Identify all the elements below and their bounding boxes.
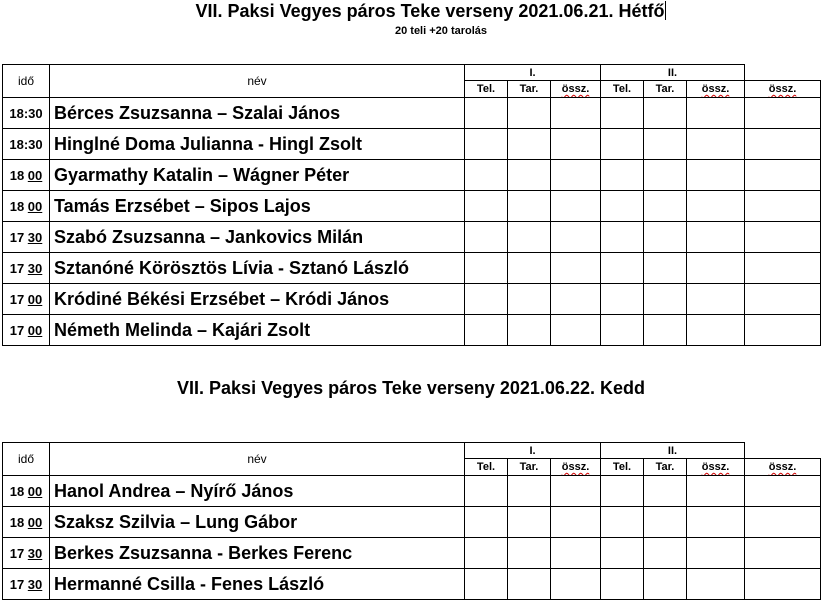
- score-ossz-2[interactable]: [687, 315, 745, 346]
- score-tar-1[interactable]: [508, 284, 551, 315]
- table-row: [3, 253, 821, 284]
- score-tar-1[interactable]: [508, 253, 551, 284]
- score-tel-2[interactable]: [601, 129, 644, 160]
- header-tar-2: Tar.: [644, 81, 687, 98]
- score-total[interactable]: [745, 538, 821, 569]
- score-total[interactable]: [745, 315, 821, 346]
- table-row: [3, 129, 821, 160]
- score-tar-1[interactable]: [508, 160, 551, 191]
- score-tel-1[interactable]: [465, 253, 508, 284]
- score-tel-1[interactable]: [465, 191, 508, 222]
- score-ossz-2[interactable]: [687, 129, 745, 160]
- time-hour: 18:30: [9, 136, 43, 152]
- time-cell: [3, 538, 50, 569]
- score-ossz-2[interactable]: [687, 538, 745, 569]
- day2-table: [2, 442, 821, 600]
- time-minute: 00: [27, 322, 43, 338]
- time-cell: [3, 569, 50, 600]
- score-total[interactable]: [745, 160, 821, 191]
- score-tar-2[interactable]: [644, 507, 687, 538]
- score-total[interactable]: [745, 129, 821, 160]
- table-row: [3, 569, 821, 600]
- table-row: [3, 315, 821, 346]
- header-round-1: I.: [465, 443, 601, 459]
- pair-name: Szaksz Szilvia – Lung Gábor: [50, 507, 465, 538]
- score-tar-1[interactable]: [508, 569, 551, 600]
- score-ossz-1[interactable]: [551, 315, 601, 346]
- day1-title: VII. Paksi Vegyes páros Teke verseny 2021.06.21. Hétfő: [195, 1, 665, 21]
- time-hour: 18: [9, 167, 28, 183]
- score-tel-2[interactable]: [601, 538, 644, 569]
- time-minute: 30: [27, 545, 43, 561]
- score-tar-2[interactable]: [644, 315, 687, 346]
- score-total[interactable]: [745, 222, 821, 253]
- score-tar-1[interactable]: [508, 476, 551, 507]
- header-tel-2: Tel.: [601, 81, 644, 98]
- header-time: idő: [3, 443, 50, 476]
- score-total[interactable]: [745, 191, 821, 222]
- time-hour: 17: [9, 229, 28, 245]
- time-cell: [3, 253, 50, 284]
- time-cell: [3, 315, 50, 346]
- header-tar-1: Tar.: [508, 459, 551, 476]
- time-hour: 18: [9, 483, 28, 499]
- header-ossz-1: össz.: [551, 459, 601, 476]
- score-tar-1[interactable]: [508, 222, 551, 253]
- score-ossz-1[interactable]: [551, 284, 601, 315]
- time-minute: 00: [27, 514, 43, 530]
- table-row: [3, 476, 821, 507]
- score-tar-2[interactable]: [644, 253, 687, 284]
- score-tel-2[interactable]: [601, 253, 644, 284]
- pair-name: Sztanóné Körösztös Lívia - Sztanó László: [50, 253, 465, 284]
- score-tar-1[interactable]: [508, 507, 551, 538]
- score-ossz-1[interactable]: [551, 98, 601, 129]
- text-cursor: [665, 1, 666, 20]
- score-total[interactable]: [745, 569, 821, 600]
- score-tel-1[interactable]: [465, 538, 508, 569]
- pair-name: Hinglné Doma Julianna - Hingl Zsolt: [50, 129, 465, 160]
- time-minute: 00: [27, 291, 43, 307]
- score-tar-2[interactable]: [644, 222, 687, 253]
- score-ossz-2[interactable]: [687, 160, 745, 191]
- score-tar-2[interactable]: [644, 569, 687, 600]
- header-total: össz.: [745, 81, 821, 98]
- pair-name: Németh Melinda – Kajári Zsolt: [50, 315, 465, 346]
- time-hour: 17: [9, 322, 28, 338]
- table-row: [3, 507, 821, 538]
- score-ossz-1[interactable]: [551, 538, 601, 569]
- day1-table: [2, 64, 821, 346]
- score-total[interactable]: [745, 253, 821, 284]
- score-ossz-2[interactable]: [687, 222, 745, 253]
- table-row: [3, 191, 821, 222]
- day2-title: VII. Paksi Vegyes páros Teke verseny 2021.06.22. Kedd: [177, 378, 645, 398]
- score-ossz-1[interactable]: [551, 222, 601, 253]
- header-name: név: [50, 65, 465, 98]
- pair-name: Tamás Erzsébet – Sipos Lajos: [50, 191, 465, 222]
- score-tel-1[interactable]: [465, 98, 508, 129]
- score-tel-1[interactable]: [465, 284, 508, 315]
- header-ossz-1: össz.: [551, 81, 601, 98]
- header-round-1: I.: [465, 65, 601, 81]
- day1-subtitle: 20 teli +20 tarolás: [394, 25, 488, 37]
- pair-name: Hanol Andrea – Nyírő János: [50, 476, 465, 507]
- header-time: idő: [3, 65, 50, 98]
- score-tel-2[interactable]: [601, 191, 644, 222]
- score-total[interactable]: [745, 476, 821, 507]
- header-total: össz.: [745, 459, 821, 476]
- time-hour: 18: [9, 198, 28, 214]
- time-hour: 17: [9, 260, 28, 276]
- time-minute: 30: [27, 229, 43, 245]
- header-ossz-2: össz.: [687, 81, 745, 98]
- table-row: [3, 538, 821, 569]
- score-ossz-1[interactable]: [551, 507, 601, 538]
- header-tar-2: Tar.: [644, 459, 687, 476]
- pair-name: Gyarmathy Katalin – Wágner Péter: [50, 160, 465, 191]
- score-ossz-2[interactable]: [687, 98, 745, 129]
- time-cell: [3, 191, 50, 222]
- score-tar-2[interactable]: [644, 129, 687, 160]
- table-row: [3, 98, 821, 129]
- header-name: név: [50, 443, 465, 476]
- pair-name: Kródiné Békési Erzsébet – Kródi János: [50, 284, 465, 315]
- score-tel-2[interactable]: [601, 222, 644, 253]
- score-ossz-1[interactable]: [551, 476, 601, 507]
- pair-name: Hermanné Csilla - Fenes László: [50, 569, 465, 600]
- header-tel-2: Tel.: [601, 459, 644, 476]
- time-hour: 17: [9, 291, 28, 307]
- header-blank: [745, 443, 821, 459]
- header-tel-1: Tel.: [465, 459, 508, 476]
- time-minute: 30: [27, 576, 43, 592]
- score-tar-2[interactable]: [644, 284, 687, 315]
- time-hour: 18:30: [9, 105, 43, 121]
- score-total[interactable]: [745, 98, 821, 129]
- score-ossz-2[interactable]: [687, 191, 745, 222]
- score-tel-2[interactable]: [601, 569, 644, 600]
- score-tar-2[interactable]: [644, 98, 687, 129]
- time-minute: 00: [27, 167, 43, 183]
- score-tel-2[interactable]: [601, 507, 644, 538]
- score-tar-1[interactable]: [508, 538, 551, 569]
- score-tar-1[interactable]: [508, 98, 551, 129]
- score-ossz-2[interactable]: [687, 476, 745, 507]
- score-ossz-2[interactable]: [687, 284, 745, 315]
- score-tel-1[interactable]: [465, 507, 508, 538]
- score-ossz-1[interactable]: [551, 191, 601, 222]
- time-hour: 17: [9, 545, 28, 561]
- score-tel-2[interactable]: [601, 284, 644, 315]
- time-cell: [3, 476, 50, 507]
- score-tar-2[interactable]: [644, 191, 687, 222]
- time-cell: [3, 507, 50, 538]
- score-ossz-1[interactable]: [551, 129, 601, 160]
- time-cell: [3, 284, 50, 315]
- score-tar-2[interactable]: [644, 160, 687, 191]
- pair-name: Berkes Zsuzsanna - Berkes Ferenc: [50, 538, 465, 569]
- header-blank: [745, 65, 821, 81]
- score-tar-1[interactable]: [508, 191, 551, 222]
- score-tar-2[interactable]: [644, 538, 687, 569]
- score-ossz-1[interactable]: [551, 160, 601, 191]
- score-tel-2[interactable]: [601, 160, 644, 191]
- score-tel-2[interactable]: [601, 98, 644, 129]
- time-minute: 00: [27, 483, 43, 499]
- score-total[interactable]: [745, 507, 821, 538]
- score-total[interactable]: [745, 284, 821, 315]
- time-cell: [3, 160, 50, 191]
- score-tar-1[interactable]: [508, 315, 551, 346]
- time-minute: 00: [27, 198, 43, 214]
- score-ossz-2[interactable]: [687, 507, 745, 538]
- time-hour: 18: [9, 514, 28, 530]
- score-tel-1[interactable]: [465, 222, 508, 253]
- time-cell: [3, 222, 50, 253]
- header-round-2: II.: [601, 65, 745, 81]
- time-minute: 30: [27, 260, 43, 276]
- time-cell: [3, 98, 50, 129]
- score-tel-1[interactable]: [465, 476, 508, 507]
- score-tel-1[interactable]: [465, 160, 508, 191]
- score-ossz-1[interactable]: [551, 253, 601, 284]
- time-hour: 17: [9, 576, 28, 592]
- header-tel-1: Tel.: [465, 81, 508, 98]
- header-ossz-2: össz.: [687, 459, 745, 476]
- header-tar-1: Tar.: [508, 81, 551, 98]
- header-round-2: II.: [601, 443, 745, 459]
- score-tar-2[interactable]: [644, 476, 687, 507]
- score-tel-2[interactable]: [601, 476, 644, 507]
- score-tar-1[interactable]: [508, 129, 551, 160]
- score-ossz-1[interactable]: [551, 569, 601, 600]
- score-ossz-2[interactable]: [687, 569, 745, 600]
- score-ossz-2[interactable]: [687, 253, 745, 284]
- score-tel-1[interactable]: [465, 129, 508, 160]
- pair-name: Bérces Zsuzsanna – Szalai János: [50, 98, 465, 129]
- score-tel-2[interactable]: [601, 315, 644, 346]
- table-row: [3, 160, 821, 191]
- score-tel-1[interactable]: [465, 569, 508, 600]
- table-row: [3, 222, 821, 253]
- table-row: [3, 284, 821, 315]
- time-cell: [3, 129, 50, 160]
- pair-name: Szabó Zsuzsanna – Jankovics Milán: [50, 222, 465, 253]
- score-tel-1[interactable]: [465, 315, 508, 346]
